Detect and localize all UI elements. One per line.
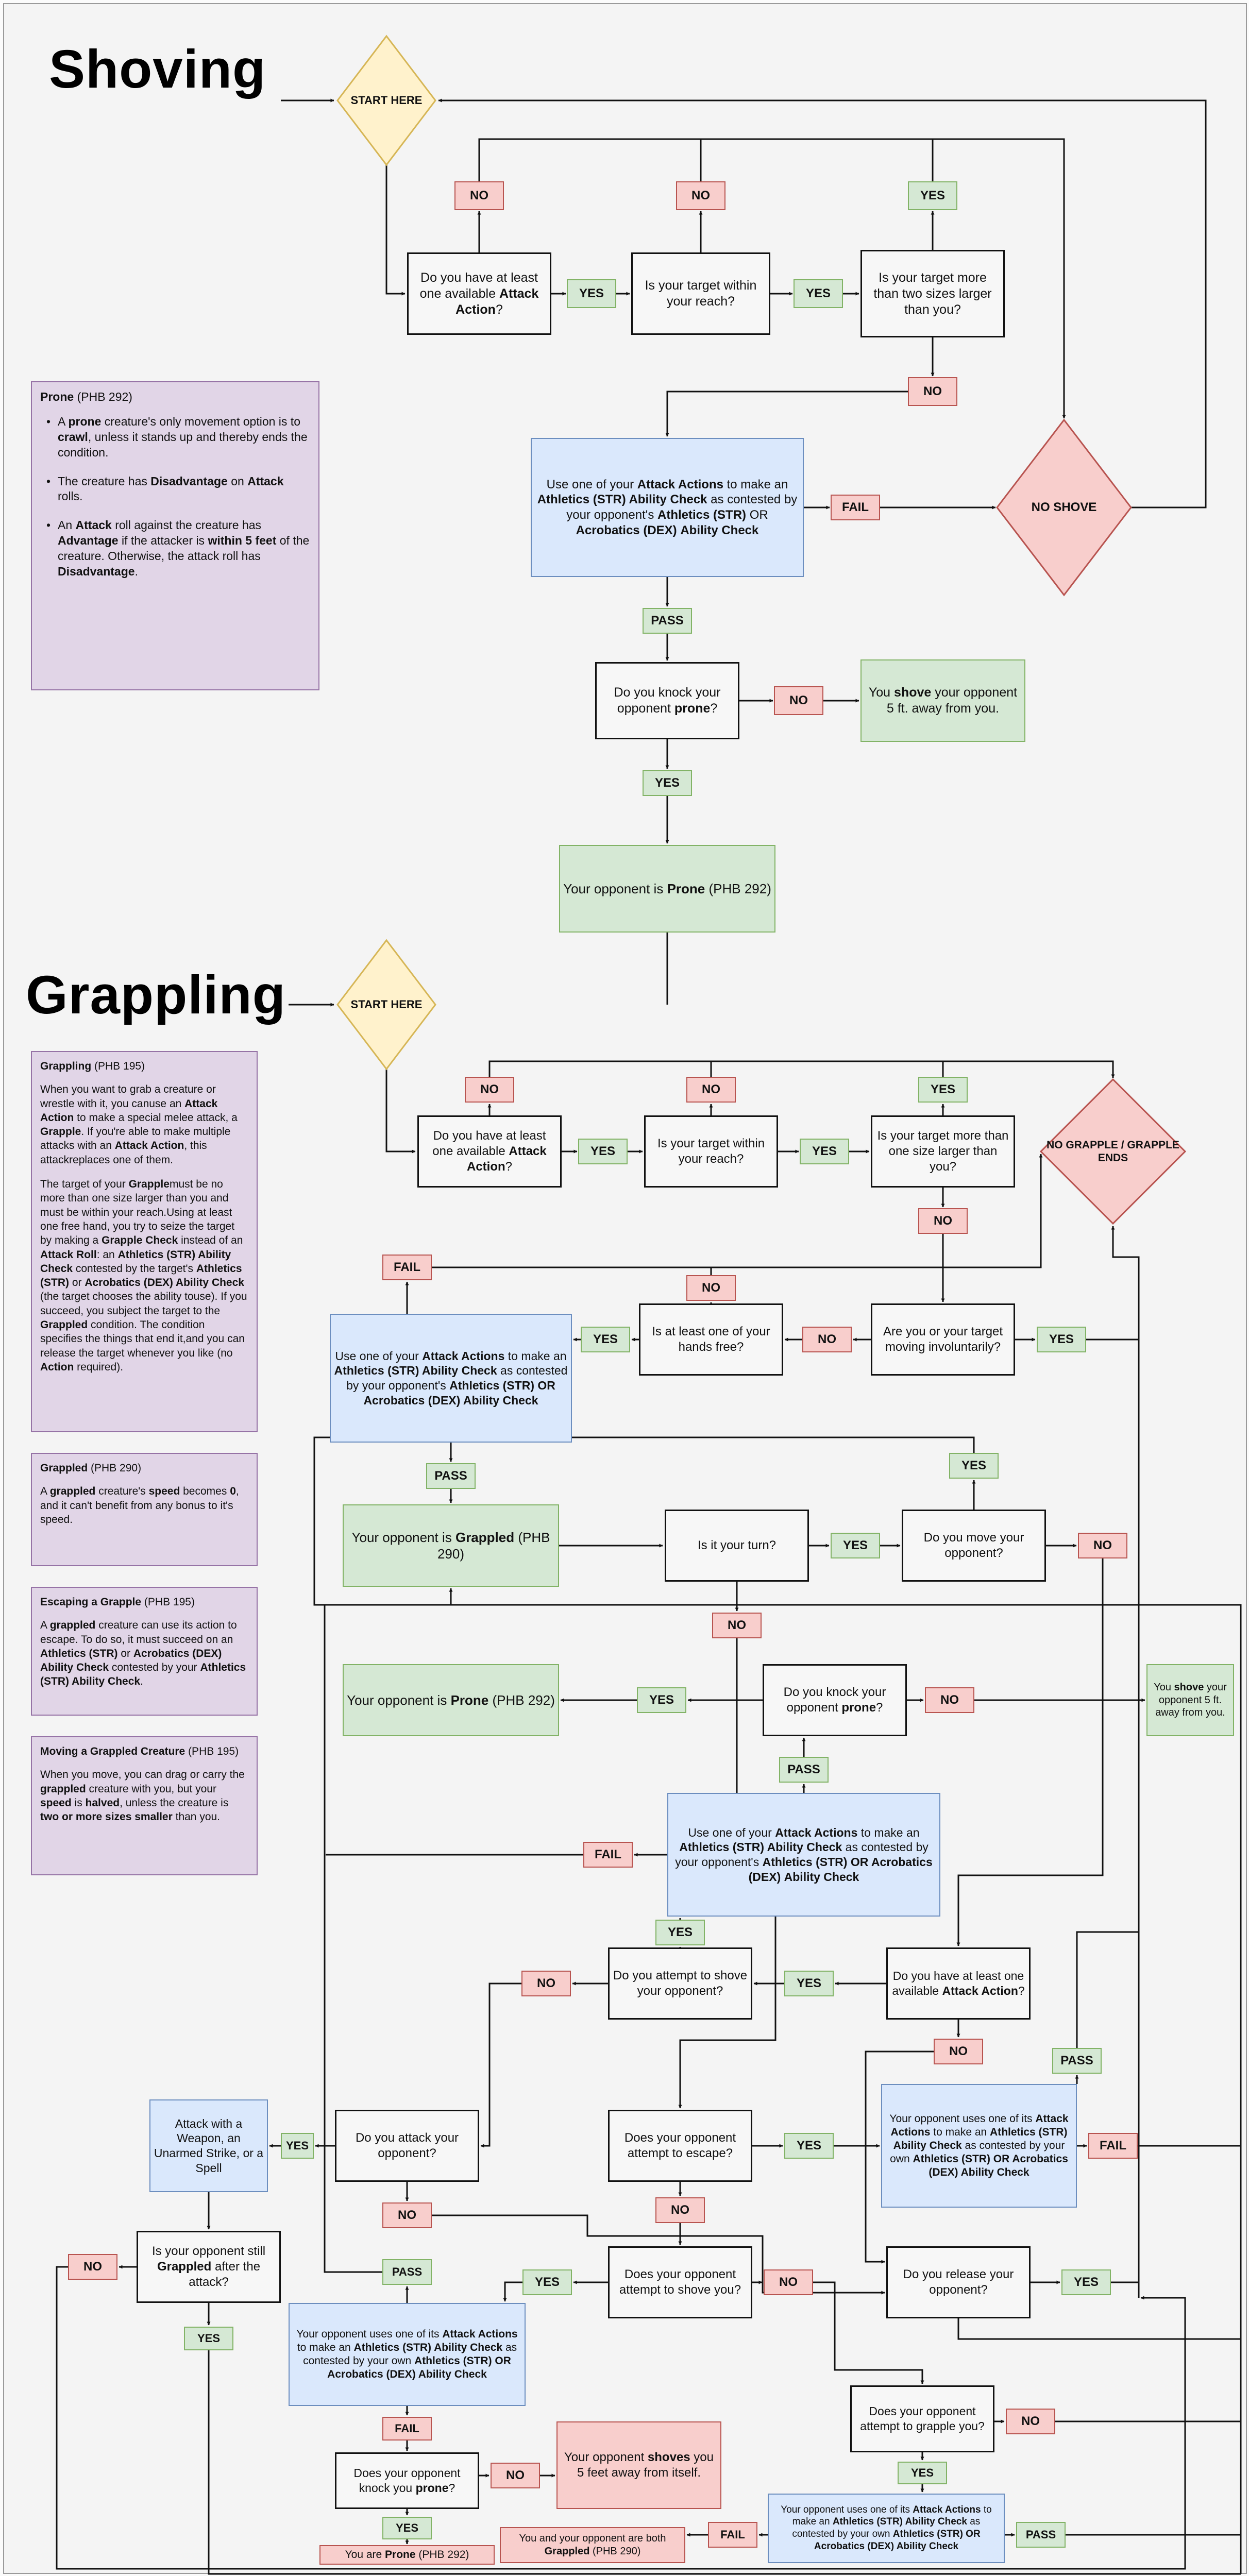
- grshove: Your opponent shoves you 5 feet away from itself.: [556, 2421, 721, 2509]
- sy1: YES: [567, 279, 616, 308]
- gq19: Does your opponent attempt to shove you?: [608, 2246, 752, 2318]
- sr1: You shove your opponent 5 ft. away from you.: [860, 659, 1025, 742]
- section-title-shoving: Shoving: [49, 39, 266, 99]
- gd1-start-diamond: [337, 940, 435, 1069]
- gy6: YES: [800, 1139, 849, 1164]
- gn5: NO: [465, 1077, 514, 1103]
- sd2-label: NO SHOVE: [1031, 500, 1097, 514]
- gd1-label: START HERE: [350, 997, 423, 1011]
- gb4: Attack with a Weapon, an Unarmed Strike, or a Spell: [149, 2099, 268, 2192]
- gb5: Your opponent uses one of its Attack Actions to make an Athletics (STR) Ability Check as contested by your own Athletics (STR) OR Acrobatics (DEX) Ability Check: [881, 2084, 1077, 2208]
- gn17: NO: [68, 2254, 117, 2280]
- gy20: YES: [898, 2462, 947, 2484]
- sy4: YES: [643, 770, 692, 796]
- gy10: YES: [831, 1533, 880, 1558]
- gs2: You shove your opponent 5 ft. away from you.: [1146, 1664, 1234, 1736]
- sp1: PASS: [643, 608, 692, 634]
- gf3: FAIL: [583, 1842, 633, 1868]
- sq1: Do you have at least one available Attack Action?: [407, 252, 551, 335]
- gq8: Are you or your target moving involuntarily?: [871, 1303, 1015, 1376]
- gy7: YES: [918, 1077, 968, 1103]
- gy8: YES: [1037, 1327, 1086, 1352]
- gy12: YES: [637, 1687, 686, 1713]
- grboth: You and your opponent are both Grappled (PHB 290): [500, 2527, 685, 2563]
- sn4: NO: [774, 686, 823, 715]
- gn20: NO: [1006, 2409, 1055, 2434]
- p_info: Prone (PHB 292) • A prone creature's only movement option is to crawl, unless it stands up and thereby ends the condition. • The creature has Disadvantage on Attack rolls. • An Attack roll against the creature has Advantage if the attacker is within 5 feet of the creature. Otherwise, the attack roll has Disadvantage.: [31, 381, 319, 690]
- connector-25: [386, 1069, 415, 1151]
- gb3: Use one of your Attack Actions to make an Athletics (STR) Ability Check as contested by your opponent's Athletics (STR) OR Acrobatics (DEX) Ability Check: [667, 1793, 940, 1917]
- gn8: NO: [802, 1327, 852, 1352]
- connector-99: [505, 2282, 522, 2301]
- gn13: NO: [382, 2202, 432, 2228]
- g_info4: Moving a Grappled Creature (PHB 195) When you move, you can drag or carry the grappled creature with you, but your speed is halved, unless the creature is two or more sizes smaller than you.: [31, 1736, 258, 1875]
- gq6: Is your target within your reach?: [644, 1115, 778, 1188]
- gqrel: Do you release your opponent?: [886, 2246, 1031, 2318]
- gb3p: Your opponent uses one of its Attack Actions to make an Athletics (STR) Ability Check as contested by your own Athletics (STR) OR Acrobatics (DEX) Ability Check: [289, 2303, 526, 2406]
- connector-13: [667, 392, 908, 436]
- connector-92: [1077, 1932, 1139, 2048]
- gd4-label: NO GRAPPLE / GRAPPLE ENDS: [1047, 1139, 1179, 1164]
- sq4: Do you knock your opponent prone?: [595, 662, 739, 739]
- gf3p: FAIL: [382, 2417, 432, 2441]
- gn19: NO: [764, 2269, 813, 2295]
- gy19: YES: [522, 2269, 572, 2295]
- gq9: Is at least one of your hands free?: [639, 1303, 783, 1376]
- sq3: Is your target more than two sizes larger than you?: [860, 250, 1005, 337]
- sy3: YES: [908, 181, 957, 210]
- gyrel: YES: [1061, 2269, 1111, 2295]
- gg1: Your opponent is Grappled (PHB 290): [343, 1504, 559, 1587]
- sf1: FAIL: [831, 495, 880, 520]
- gy18: YES: [382, 2517, 432, 2539]
- sr2: Your opponent is Prone (PHB 292): [559, 845, 775, 933]
- sq2: Is your target within your reach?: [631, 252, 770, 335]
- gn14: NO: [655, 2197, 705, 2223]
- sn3: NO: [908, 377, 957, 406]
- gq14: Does your opponent attempt to escape?: [608, 2110, 752, 2182]
- gn16: NO: [521, 1971, 571, 1996]
- connector-1: [386, 165, 405, 294]
- connector-97: [958, 2318, 1241, 2339]
- gn9: NO: [686, 1275, 736, 1301]
- gq7: Is your target more than one size larger than you?: [871, 1115, 1015, 1188]
- gn10: NO: [712, 1613, 762, 1638]
- g_info1: Grappling (PHB 195) When you want to grab a creature or wrestle with it, you canuse an Attack Action to make a special melee attack, a Grapple. If you're able to make multiple attacks with an Attack Action, this attackreplaces one of them. The target of your Grapplemust be no more than one size larger than you and must be within your reach.Using at least one free hand, you try to seize the target by making a Grapple Check instead of an Attack Roll: an Athletics (STR) Ability Check contested by the target's Athletics (STR) or Acrobatics (DEX) Ability Check (the target chooses the ability touse). If you succeed, you subject the target to the Grappled condition. The condition specifies the things that end it,and you can release the target whenever you like (no Action required).: [31, 1051, 258, 1432]
- gy16: YES: [655, 1920, 705, 1945]
- gq10: Is it your turn?: [665, 1510, 809, 1582]
- gq18: Does your opponent knock you prone?: [335, 2452, 479, 2509]
- sn2: NO: [676, 181, 725, 210]
- connector-75: [481, 1984, 521, 2146]
- gf2: FAIL: [382, 1255, 432, 1280]
- g_info2: Grappled (PHB 290) A grappled creature's speed becomes 0, and it can't benefit from any bonus to it's speed.: [31, 1453, 258, 1566]
- gn7: NO: [918, 1208, 968, 1234]
- gp2: PASS: [426, 1463, 476, 1489]
- gq5: Do you have at least one available Attack Action?: [417, 1115, 562, 1188]
- gb6: Your opponent uses one of its Attack Actions to make an Athletics (STR) Ability Check as contested by your own Athletics (STR) OR Acrobatics (DEX) Ability Check: [768, 2494, 1005, 2563]
- gb2: Use one of your Attack Actions to make an Athletics (STR) Ability Check as contested by your opponent's Athletics (STR) OR Acrobatics (DEX) Ability Check: [330, 1314, 572, 1443]
- gq11: Do you move your opponent?: [902, 1510, 1046, 1582]
- grprone: You are Prone (PHB 292): [319, 2545, 495, 2565]
- gn12: NO: [925, 1687, 974, 1713]
- sd1-start-diamond: [337, 36, 435, 165]
- gp3: PASS: [779, 1757, 829, 1783]
- gy17: YES: [184, 2327, 233, 2350]
- gn11: NO: [1078, 1533, 1127, 1558]
- gq15: Do you have at least one available Attack Action?: [886, 1947, 1031, 2020]
- gq13: Do you attack your opponent?: [335, 2110, 479, 2182]
- gq20: Does your opponent attempt to grapple you?: [850, 2385, 994, 2452]
- sy2: YES: [794, 279, 843, 308]
- gd4-end-diamond: [1041, 1079, 1185, 1224]
- section-title-grappling: Grappling: [26, 965, 286, 1025]
- gq16: Do you attempt to shove your opponent?: [608, 1947, 752, 2020]
- gy9: YES: [581, 1327, 630, 1352]
- gf5: FAIL: [1088, 2133, 1138, 2159]
- gp5: PASS: [1052, 2048, 1102, 2074]
- sd2-end-diamond: [997, 420, 1131, 595]
- connector-27: [490, 1061, 1113, 1078]
- sd1-label: START HERE: [350, 93, 423, 107]
- connector-60: [958, 1558, 1103, 1946]
- gy13: YES: [281, 2133, 314, 2159]
- gp6: PASS: [1016, 2522, 1066, 2548]
- gy15: YES: [784, 1971, 834, 1996]
- sb1: Use one of your Attack Actions to make an Athletics (STR) Ability Check as contested by your opponent's Athletics (STR) OR Acrobatics (DEX) Ability Check: [531, 438, 804, 577]
- gr3: Your opponent is Prone (PHB 292): [343, 1664, 559, 1736]
- gq12: Do you knock your opponent prone?: [763, 1664, 907, 1736]
- gp3p: PASS: [382, 2259, 432, 2285]
- gy14: YES: [784, 2133, 834, 2159]
- gy11: YES: [949, 1453, 999, 1479]
- sn1: NO: [454, 181, 504, 210]
- gf6: FAIL: [708, 2522, 757, 2548]
- g_info3: Escaping a Grapple (PHB 195) A grappled creature can use its action to escape. To do so, it must succeed on an Athletics (STR) or Acrobatics (DEX) Ability Check contested by your Athletics (STR) Ability Check.: [31, 1587, 258, 1716]
- gy5: YES: [578, 1139, 628, 1164]
- gn18: NO: [491, 2463, 540, 2488]
- gq17: Is your opponent still Grappled after the attack?: [137, 2231, 281, 2303]
- gn6: NO: [686, 1077, 736, 1103]
- gn15: NO: [934, 2039, 983, 2064]
